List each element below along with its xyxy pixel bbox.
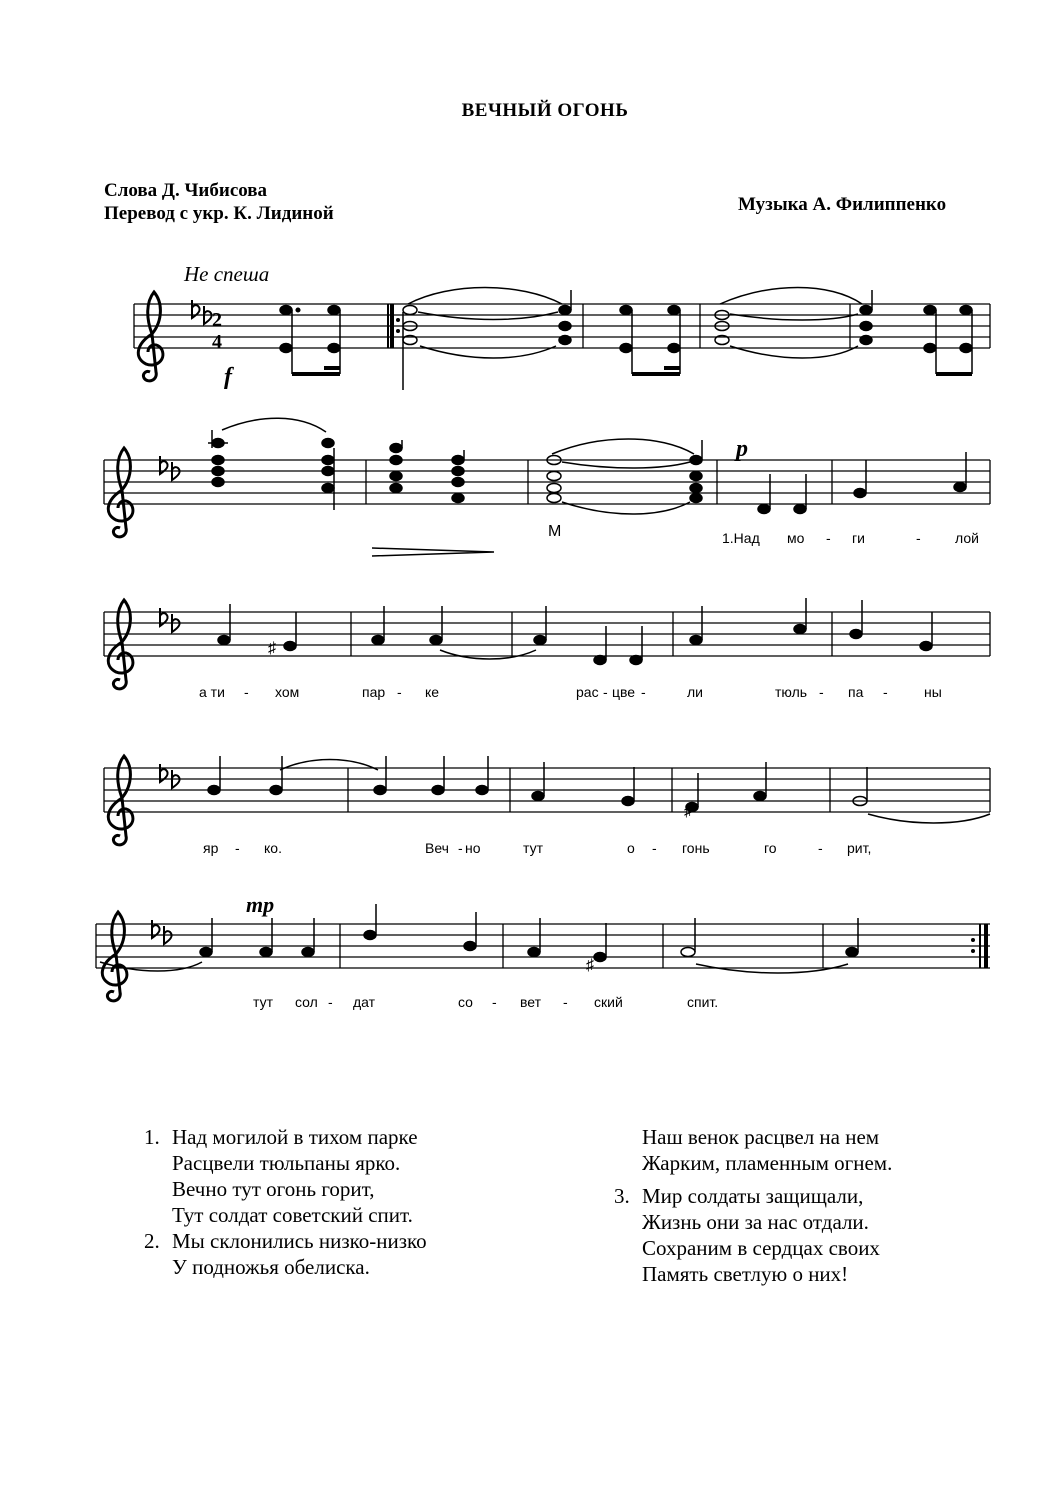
lyric-syllable: ги (852, 530, 865, 546)
svg-text:♯: ♯ (268, 640, 276, 657)
staff-system-4 (104, 756, 990, 845)
verse-line: Жизнь они за нас отдали. (642, 1210, 869, 1234)
lyric-hyphen: - (916, 530, 921, 546)
verse-1 (144, 1124, 418, 1228)
verse-2 (144, 1228, 427, 1280)
lyric-syllable: но (465, 840, 481, 856)
staff-system-1 (134, 288, 990, 391)
svg-text:♯: ♯ (586, 957, 594, 974)
lyric-syllable: 1.Над (722, 530, 760, 546)
lyric-syllable: хом (275, 684, 300, 700)
verse-2-continued (614, 1124, 892, 1176)
verse-line: Память светлую о них! (642, 1262, 849, 1286)
lyric-hyphen: - (235, 840, 240, 856)
lyric-syllable: тут (523, 840, 543, 856)
lyric-syllable: ли (687, 684, 703, 700)
verse-number: 1. (144, 1125, 160, 1149)
lyric-hyphen: - (883, 684, 888, 700)
lyric-syllable: спит. (687, 994, 719, 1010)
lyric-syllable: ко. (264, 840, 282, 856)
lyric-hyphen: - (641, 684, 646, 700)
lyric-hyphen: - (826, 530, 831, 546)
composer-credit: Музыка А. Филиппенко (738, 194, 947, 215)
verse-number: 2. (144, 1229, 160, 1253)
lyric-syllable: цве (612, 684, 636, 700)
lyric-hyphen: - (328, 994, 333, 1010)
lyric-syllable: рит, (847, 840, 872, 856)
lyric-hyphen: - (458, 840, 463, 856)
dynamic-forte: f (224, 364, 232, 390)
verse-line: Тут солдат советский спит. (172, 1203, 413, 1227)
lyric-syllable: гонь (682, 840, 710, 856)
lyric-syllable: тюль (775, 684, 808, 700)
verse-line: Над могилой в тихом парке (172, 1125, 418, 1149)
lyric-syllable: со (458, 994, 473, 1010)
lyric-syllable: о (627, 840, 635, 856)
dynamic-piano: p (736, 436, 748, 462)
lyric-syllable: вет (520, 994, 542, 1010)
song-title: ВЕЧНЫЙ ОГОНЬ (461, 100, 629, 121)
verse-line: У подножья обелиска. (172, 1255, 370, 1279)
verse-line: Мы склонились низко-низко (172, 1229, 427, 1253)
verse-line: Сохраним в сердцах своих (642, 1236, 880, 1260)
lyric-hyphen: - (603, 684, 608, 700)
lyric-syllable: яр (203, 840, 219, 856)
staff-system-5 (96, 892, 990, 1001)
lyric-syllable: сол (295, 994, 318, 1010)
verse-line: Наш венок расцвел на нем (642, 1125, 880, 1149)
verse-line: Жарким, пламенным огнем. (642, 1151, 893, 1175)
time-signature-bottom: 4 (212, 331, 222, 353)
svg-text:♯: ♯ (684, 803, 692, 820)
lyric-syllable: дат (353, 994, 376, 1010)
lyric-syllable: лой (955, 530, 979, 546)
ossia-marker: М (548, 523, 562, 540)
lyric-syllable: го (764, 840, 777, 856)
verse-number: 3. (614, 1184, 630, 1208)
lyric-hyphen: - (397, 684, 402, 700)
lyric-syllable: пар (362, 684, 386, 700)
staff-system-3 (104, 598, 990, 689)
lyric-hyphen: - (244, 684, 249, 700)
lyric-syllable: рас (576, 684, 599, 700)
lyric-syllable: Веч (425, 840, 449, 856)
verse-line: Расцвели тюльпаны ярко. (172, 1151, 401, 1175)
lyric-hyphen: - (818, 840, 823, 856)
lyric-hyphen: - (563, 994, 568, 1010)
lyricist-credit: Слова Д. Чибисова (104, 180, 268, 201)
lyric-syllable: ский (594, 994, 623, 1010)
lyric-syllable: тут (253, 994, 273, 1010)
dynamic-mezzo-piano: mp (246, 892, 275, 917)
lyric-syllable: па (848, 684, 864, 700)
verse-3 (614, 1183, 880, 1287)
lyric-hyphen: - (652, 840, 657, 856)
verse-line: Мир солдаты защищали, (642, 1184, 864, 1208)
lyric-syllable: а ти (199, 684, 225, 700)
lyric-syllable: мо (787, 530, 805, 546)
time-signature-top: 2 (212, 309, 222, 331)
lyric-hyphen: - (819, 684, 824, 700)
lyric-syllable: ны (924, 684, 942, 700)
lyric-syllable: ке (425, 684, 440, 700)
verse-line: Вечно тут огонь горит, (172, 1177, 375, 1201)
tempo-marking: Не спеша (184, 262, 270, 286)
translator-credit: Перевод с укр. К. Лидиной (104, 203, 334, 224)
lyric-hyphen: - (492, 994, 497, 1010)
